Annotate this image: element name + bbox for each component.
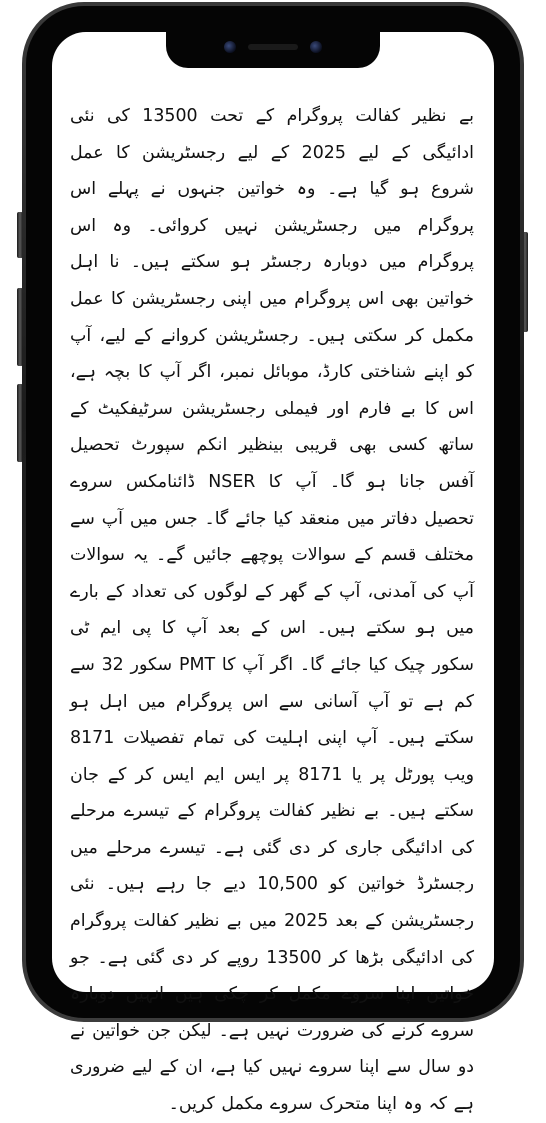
phone-screen bbox=[52, 32, 494, 1115]
phone-frame bbox=[22, 2, 524, 1115]
notch bbox=[166, 32, 380, 68]
article-content bbox=[70, 98, 474, 1115]
front-camera-icon bbox=[224, 41, 236, 53]
sensor-icon bbox=[310, 41, 322, 53]
earpiece-speaker bbox=[248, 44, 298, 50]
article-body: بے نظیر کفالت پروگرام کے تحت 13500 کی نئی ادائیگی کے لیے 2025 کے لیے رجسٹریشن کا عمل شروع ہو گیا ہے۔ وہ خواتین جنہوں نے پہلے اس پروگرام میں رجسٹریشن نہیں کروائی۔ وہ اس پروگرام میں دوبارہ رجسٹر ہو سکتے ہیں۔ نا اہل خواتین بھی اس پروگرام میں اپنی رجسٹریشن کا عمل مکمل کر سکتی ہیں۔ رجسٹریشن کروانے کے لیے، آپ کو اپنے شناختی کارڈ، موبائل نمبر، اگر آپ کا بچہ ہے، اس کا بے فارم اور فیملی رجسٹریشن سرٹیفکیٹ کے ساتھ کسی بھی قریبی بینظیر انکم سپورٹ تحصیل آفس جانا ہو گا۔ آپ کا NSER ڈائنامکس سروے تحصیل دفاتر میں منعقد کیا جائے گا۔ جس میں آپ سے مختلف قسم کے سوالات پوچھے جائیں گے۔ یہ سوالات آپ کی آمدنی، آپ کے گھر کے لوگوں کی تعداد کے بارے میں ہو سکتے ہیں۔ اس کے بعد آپ کا پی ایم ٹی سکور چیک کیا جائے گا۔ اگر آپ کا PMT سکور 32 سے کم ہے تو آپ آسانی سے اس پروگرام میں اہل ہو سکتے ہیں۔ آپ اپنی اہلیت کی تمام تفصیلات 8171 ویب پورٹل پر یا 8171 پر ایس ایم ایس کر کے جان سکتے ہیں۔ بے نظیر کفالت پروگرام کے تیسرے مرحلے کی ادائیگی جاری کر دی گئی ہے۔ تیسرے مرحلے میں رجسٹرڈ خواتین کو 10,500 دیے جا رہے ہیں۔ نئی رجسٹریشن کے بعد 2025 میں بے نظیر کفالت پروگرام کی ادائیگی بڑھا کر 13500 روپے کر دی گئی ہے۔ جو خواتین اپنا سروے مکمل کر چکی ہیں انہیں دوبارہ سروے کرنے کی ضرورت نہیں ہے۔ لیکن جن خواتین نے دو سال سے اپنا سروے نہیں کیا ہے، ان کے لیے ضروری ہے کہ وہ اپنا متحرک سروے مکمل کریں۔ bbox=[70, 106, 474, 1115]
phone-bezel bbox=[26, 6, 520, 1115]
